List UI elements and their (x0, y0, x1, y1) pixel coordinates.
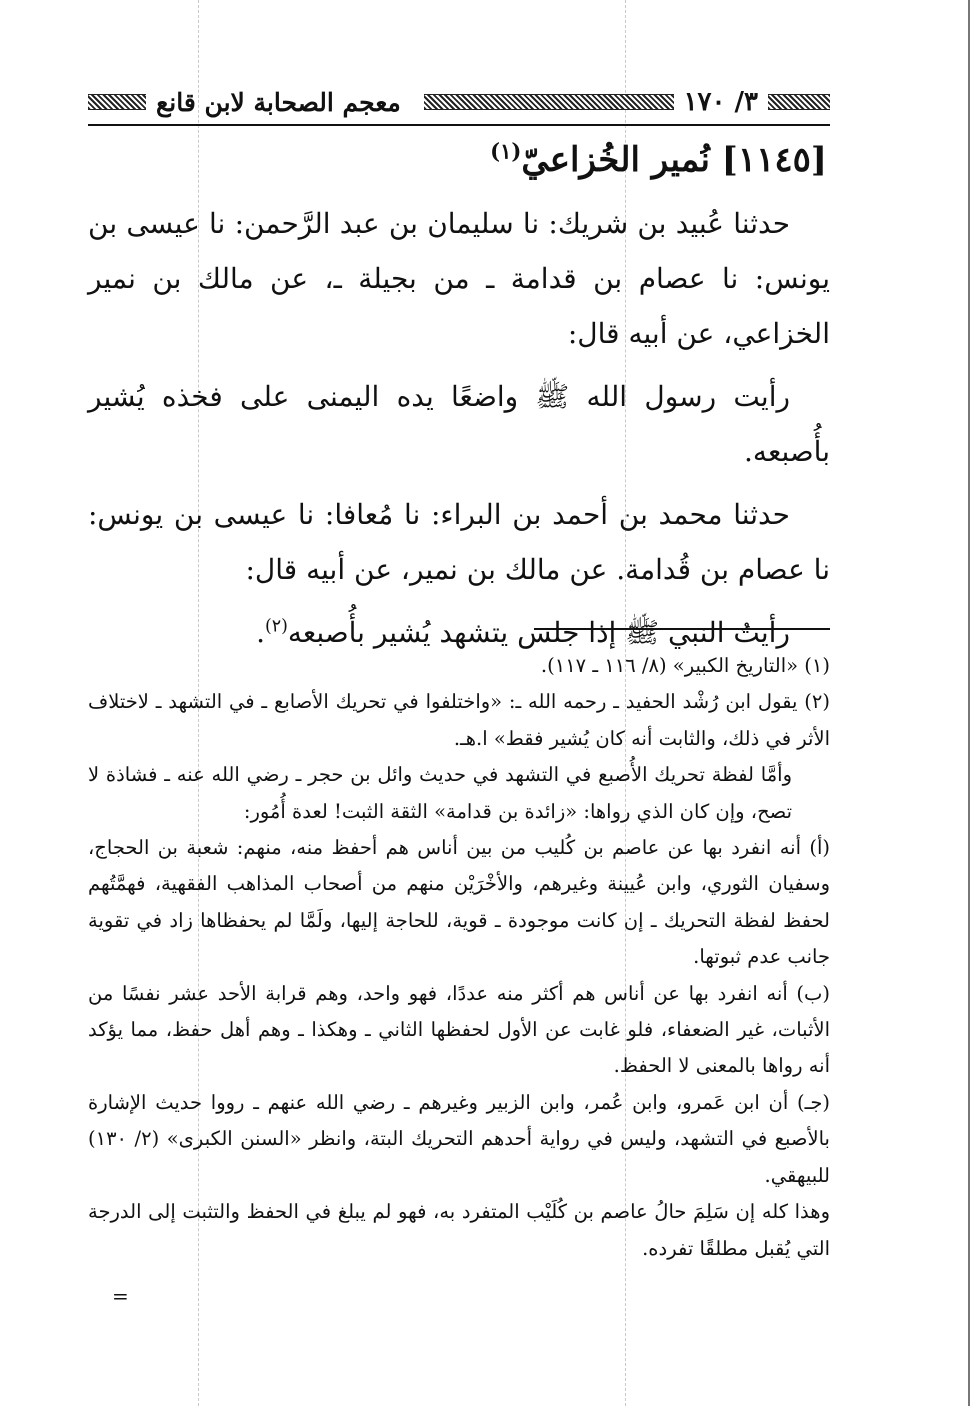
continuation-mark: = (112, 1284, 129, 1308)
header-title-group (88, 88, 401, 117)
footnote-1: (١) «التاريخ الكبير» (٨/ ١١٦ ـ ١١٧). (540, 654, 830, 677)
book-title: معجم الصحابة لابن قانع (156, 87, 401, 117)
entry-title: [١١٤٥] نُمير الخُزاعيّ (521, 140, 827, 180)
entry-heading (490, 140, 827, 180)
hadith-text-1: رأيت رسول الله ﷺ واضعًا يده اليمنى على فخذه يُشير بأُصبعه. (88, 380, 830, 468)
header-page-group (424, 87, 830, 117)
hadith-chain-1: حدثنا عُبيد بن شريك: نا سليمان بن عبد الرَّحمن: نا عيسى بن يونس: نا عصام بن قدامة ـ من بجيلة ـ، عن مالك بن نمير الخزاعي، عن أبيه قال: (88, 207, 830, 350)
header-ornament (424, 94, 674, 110)
footnote-2-para: وأمَّا لفظة تحريك الأُصبع في التشهد في حديث وائل بن حجر ـ رضي الله عنه ـ فشاذة لا تصح، وإن كان الذي رواها: «زائدة بن قدامة» الثقة الثبت! لعدة أُمُور: (88, 763, 792, 823)
running-header (88, 84, 830, 120)
header-ornament (768, 94, 830, 110)
footnote-2-conclusion: وهذا كله إن سَلِمَ حالُ عاصم بن كُلَيْب المتفرد به، فهو لم يبلغ في الحفظ والتثبت إلى الدرجة التي يُقبل مطلقًا تفرده. (88, 1200, 830, 1260)
footnote-2-point-b: (ب) أنه انفرد بها عن أناس هم أكثر منه عددًا، فهو واحد، وهم قرابة الأحد عشر نفسًا من الأثبات، غير الضعفاء، فلو غابت عن الأول لحفظها الثاني ـ وهكذا ـ وهم أهل حفظ، مما يؤكد أنه رواها بالمعنى لا الحفظ. (88, 981, 830, 1078)
footnote-separator (534, 628, 830, 630)
header-rule (88, 124, 830, 126)
footnote-2-point-c: (جـ) أن ابن عَمرو، وابن عُمر، وابن الزبير وغيرهم ـ رضي الله عنهم ـ رووا حديث الإشارة بالأصبع في التشهد، وليس في رواية أحدهم التحريك البتة، وانظر «السنن الكبرى» (٢/ ١٣٠) للبيهقي. (88, 1090, 830, 1187)
footnote-ref: (٢) (264, 616, 288, 637)
hadith-text-2-end: . (256, 616, 265, 649)
header-ornament (88, 94, 146, 110)
hadith-text-2-body: رأيتُ النبي ﷺ إذا جلس يتشهد يُشير بأُصبعه (287, 616, 790, 649)
scan-edge-line (968, 0, 970, 1406)
main-text (88, 196, 830, 660)
footnote-2: (٢) يقول ابن رُشْد الحفيد ـ رحمه الله ـ: «واختلفوا في تحريك الأصابع ـ في التشهد ـ لاختلاف الأثر في ذلك، والثابت أنه كان يُشير فقط» ا.هـ. (88, 690, 830, 750)
footnotes (88, 648, 830, 1267)
footnote-ref: (١) (490, 138, 522, 164)
page-number: ٣/ ١٧٠ (683, 87, 758, 117)
footnote-2-point-a: (أ) أنه انفرد بها عن عاصم بن كُليب من بين أناس هم أحفظ منه، منهم: شعبة بن الحجاج، وسفيان الثوري، وابن عُيينة وغيرهم، والأخْرَيْن منهم من أصحاب المذاهب الفقهية، فهمَّتُهم لحفظ لفظة التحريك ـ إن كانت موجودة ـ قوية، للحاجة إليها، ولَمَّا لم يحفظاها زاد في تقوية جانب عدم ثبوتها. (88, 836, 830, 969)
hadith-chain-2: حدثنا محمد بن أحمد بن البراء: نا مُعافا: نا عيسى بن يونس: نا عصام بن قُدامة. عن مالك بن نمير، عن أبيه قال: (88, 498, 830, 586)
